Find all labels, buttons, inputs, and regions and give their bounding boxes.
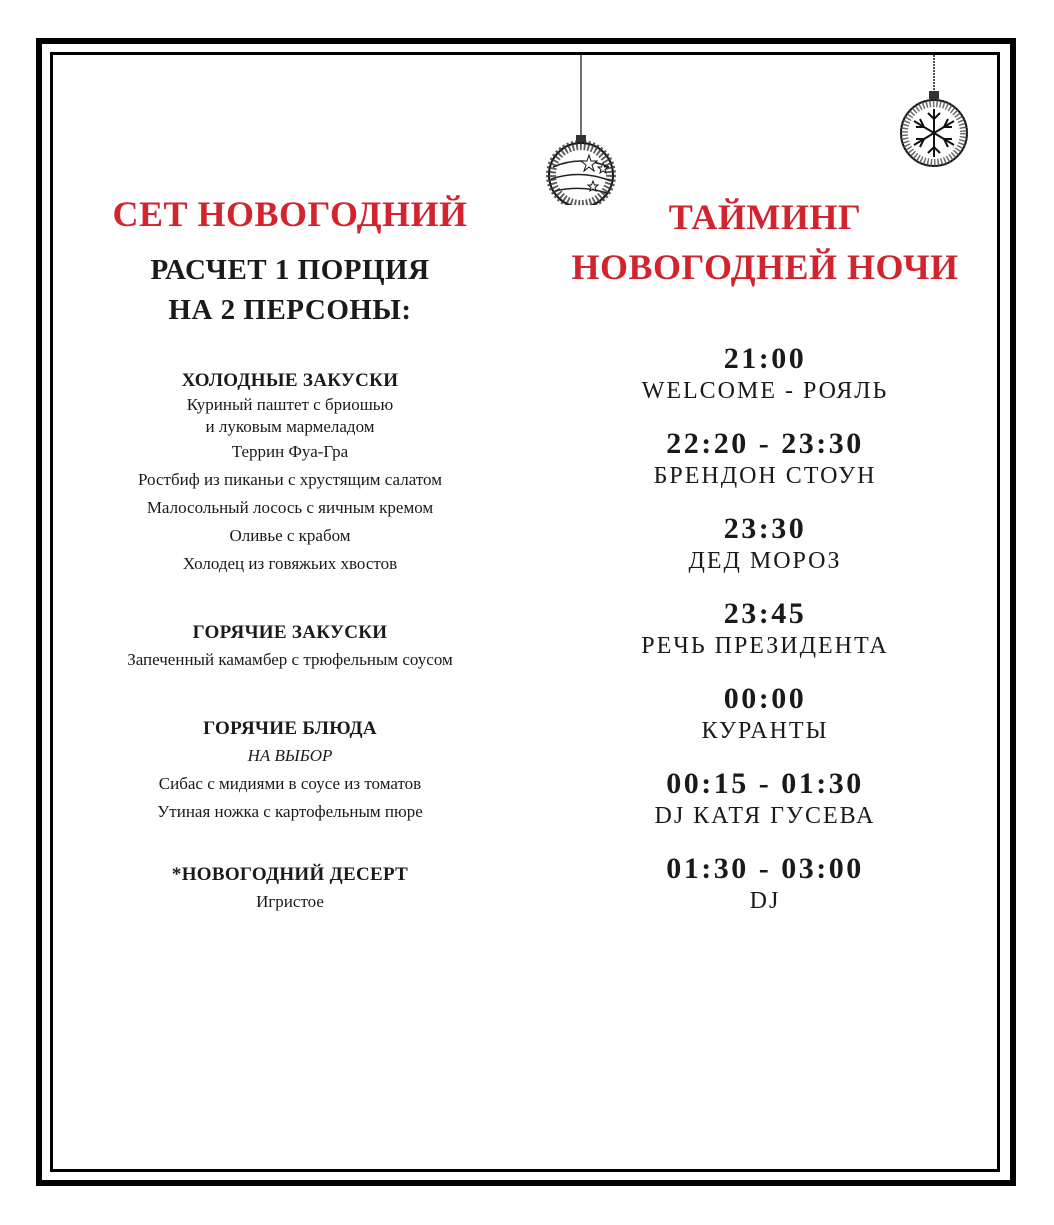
schedule-label: DJ КАТЯ ГУСЕВА	[654, 803, 876, 829]
section-cold-appetizers	[60, 368, 520, 578]
schedule-item	[540, 342, 990, 406]
timing-column	[540, 192, 990, 937]
schedule-time: 00:00	[723, 682, 807, 715]
menu-item: Утиная ножка с картофельным пюре	[157, 802, 423, 821]
schedule-label: БРЕНДОН СТОУН	[653, 463, 877, 489]
schedule-item	[540, 852, 990, 916]
section-title: *НОВОГОДНИЙ ДЕСЕРТ	[171, 864, 409, 885]
menu-item: Сибас с мидиями в соусе из томатов	[158, 774, 422, 793]
schedule-item	[540, 767, 990, 831]
schedule-label: WELCOME - РОЯЛЬ	[641, 378, 889, 404]
menu-item: Холодец из говяжьих хвостов	[182, 554, 398, 573]
section-note: НА ВЫБОР	[247, 746, 333, 765]
schedule-label: DJ	[749, 888, 781, 914]
section-dessert	[60, 862, 520, 916]
section-hot-dishes	[60, 716, 520, 826]
menu-item: Террин Фуа-Гра	[231, 442, 349, 461]
ornament-snowflake-icon	[898, 55, 970, 170]
menu-column	[60, 192, 520, 916]
menu-item: и луковым мармеладом	[205, 417, 375, 436]
schedule-label: РЕЧЬ ПРЕЗИДЕНТА	[641, 633, 889, 659]
menu-item: Запеченный камамбер с трюфельным соусом	[127, 650, 453, 669]
section-title: ХОЛОДНЫЕ ЗАКУСКИ	[181, 370, 399, 391]
schedule-time: 23:45	[723, 597, 807, 630]
schedule-label: КУРАНТЫ	[701, 718, 829, 744]
schedule-time: 01:30 - 03:00	[666, 852, 864, 885]
schedule-time: 00:15 - 01:30	[666, 767, 864, 800]
section-title: ГОРЯЧИЕ ЗАКУСКИ	[192, 622, 388, 643]
menu-subtitle-line1: РАСЧЕТ 1 ПОРЦИЯ	[150, 254, 430, 286]
schedule-time: 23:30	[723, 512, 807, 545]
timing-title	[540, 192, 990, 292]
section-hot-appetizers	[60, 620, 520, 674]
timing-title-line1: ТАЙМИНГ	[668, 197, 862, 237]
schedule-item	[540, 682, 990, 746]
schedule-time: 22:20 - 23:30	[666, 427, 864, 460]
section-title: ГОРЯЧИЕ БЛЮДА	[203, 718, 377, 739]
menu-item: Малосольный лосось с яичным кремом	[146, 498, 434, 517]
schedule-time: 21:00	[723, 342, 807, 375]
menu-item: Куриный паштет с бриошью	[186, 395, 394, 414]
menu-subtitle	[60, 250, 520, 330]
menu-item: Ростбиф из пиканьи с хрустящим салатом	[138, 470, 442, 489]
menu-item: Игристое	[256, 892, 324, 911]
timing-schedule	[540, 342, 990, 916]
ornament-stars-icon	[545, 55, 617, 205]
schedule-item	[540, 427, 990, 491]
menu-title: СЕТ НОВОГОДНИЙ	[112, 194, 468, 234]
timing-title-line2: НОВОГОДНЕЙ НОЧИ	[571, 247, 959, 287]
schedule-item	[540, 512, 990, 576]
schedule-item	[540, 597, 990, 661]
menu-item: Оливье с крабом	[229, 526, 351, 545]
menu-subtitle-line2: НА 2 ПЕРСОНЫ:	[168, 294, 412, 326]
schedule-label: ДЕД МОРОЗ	[688, 548, 842, 574]
